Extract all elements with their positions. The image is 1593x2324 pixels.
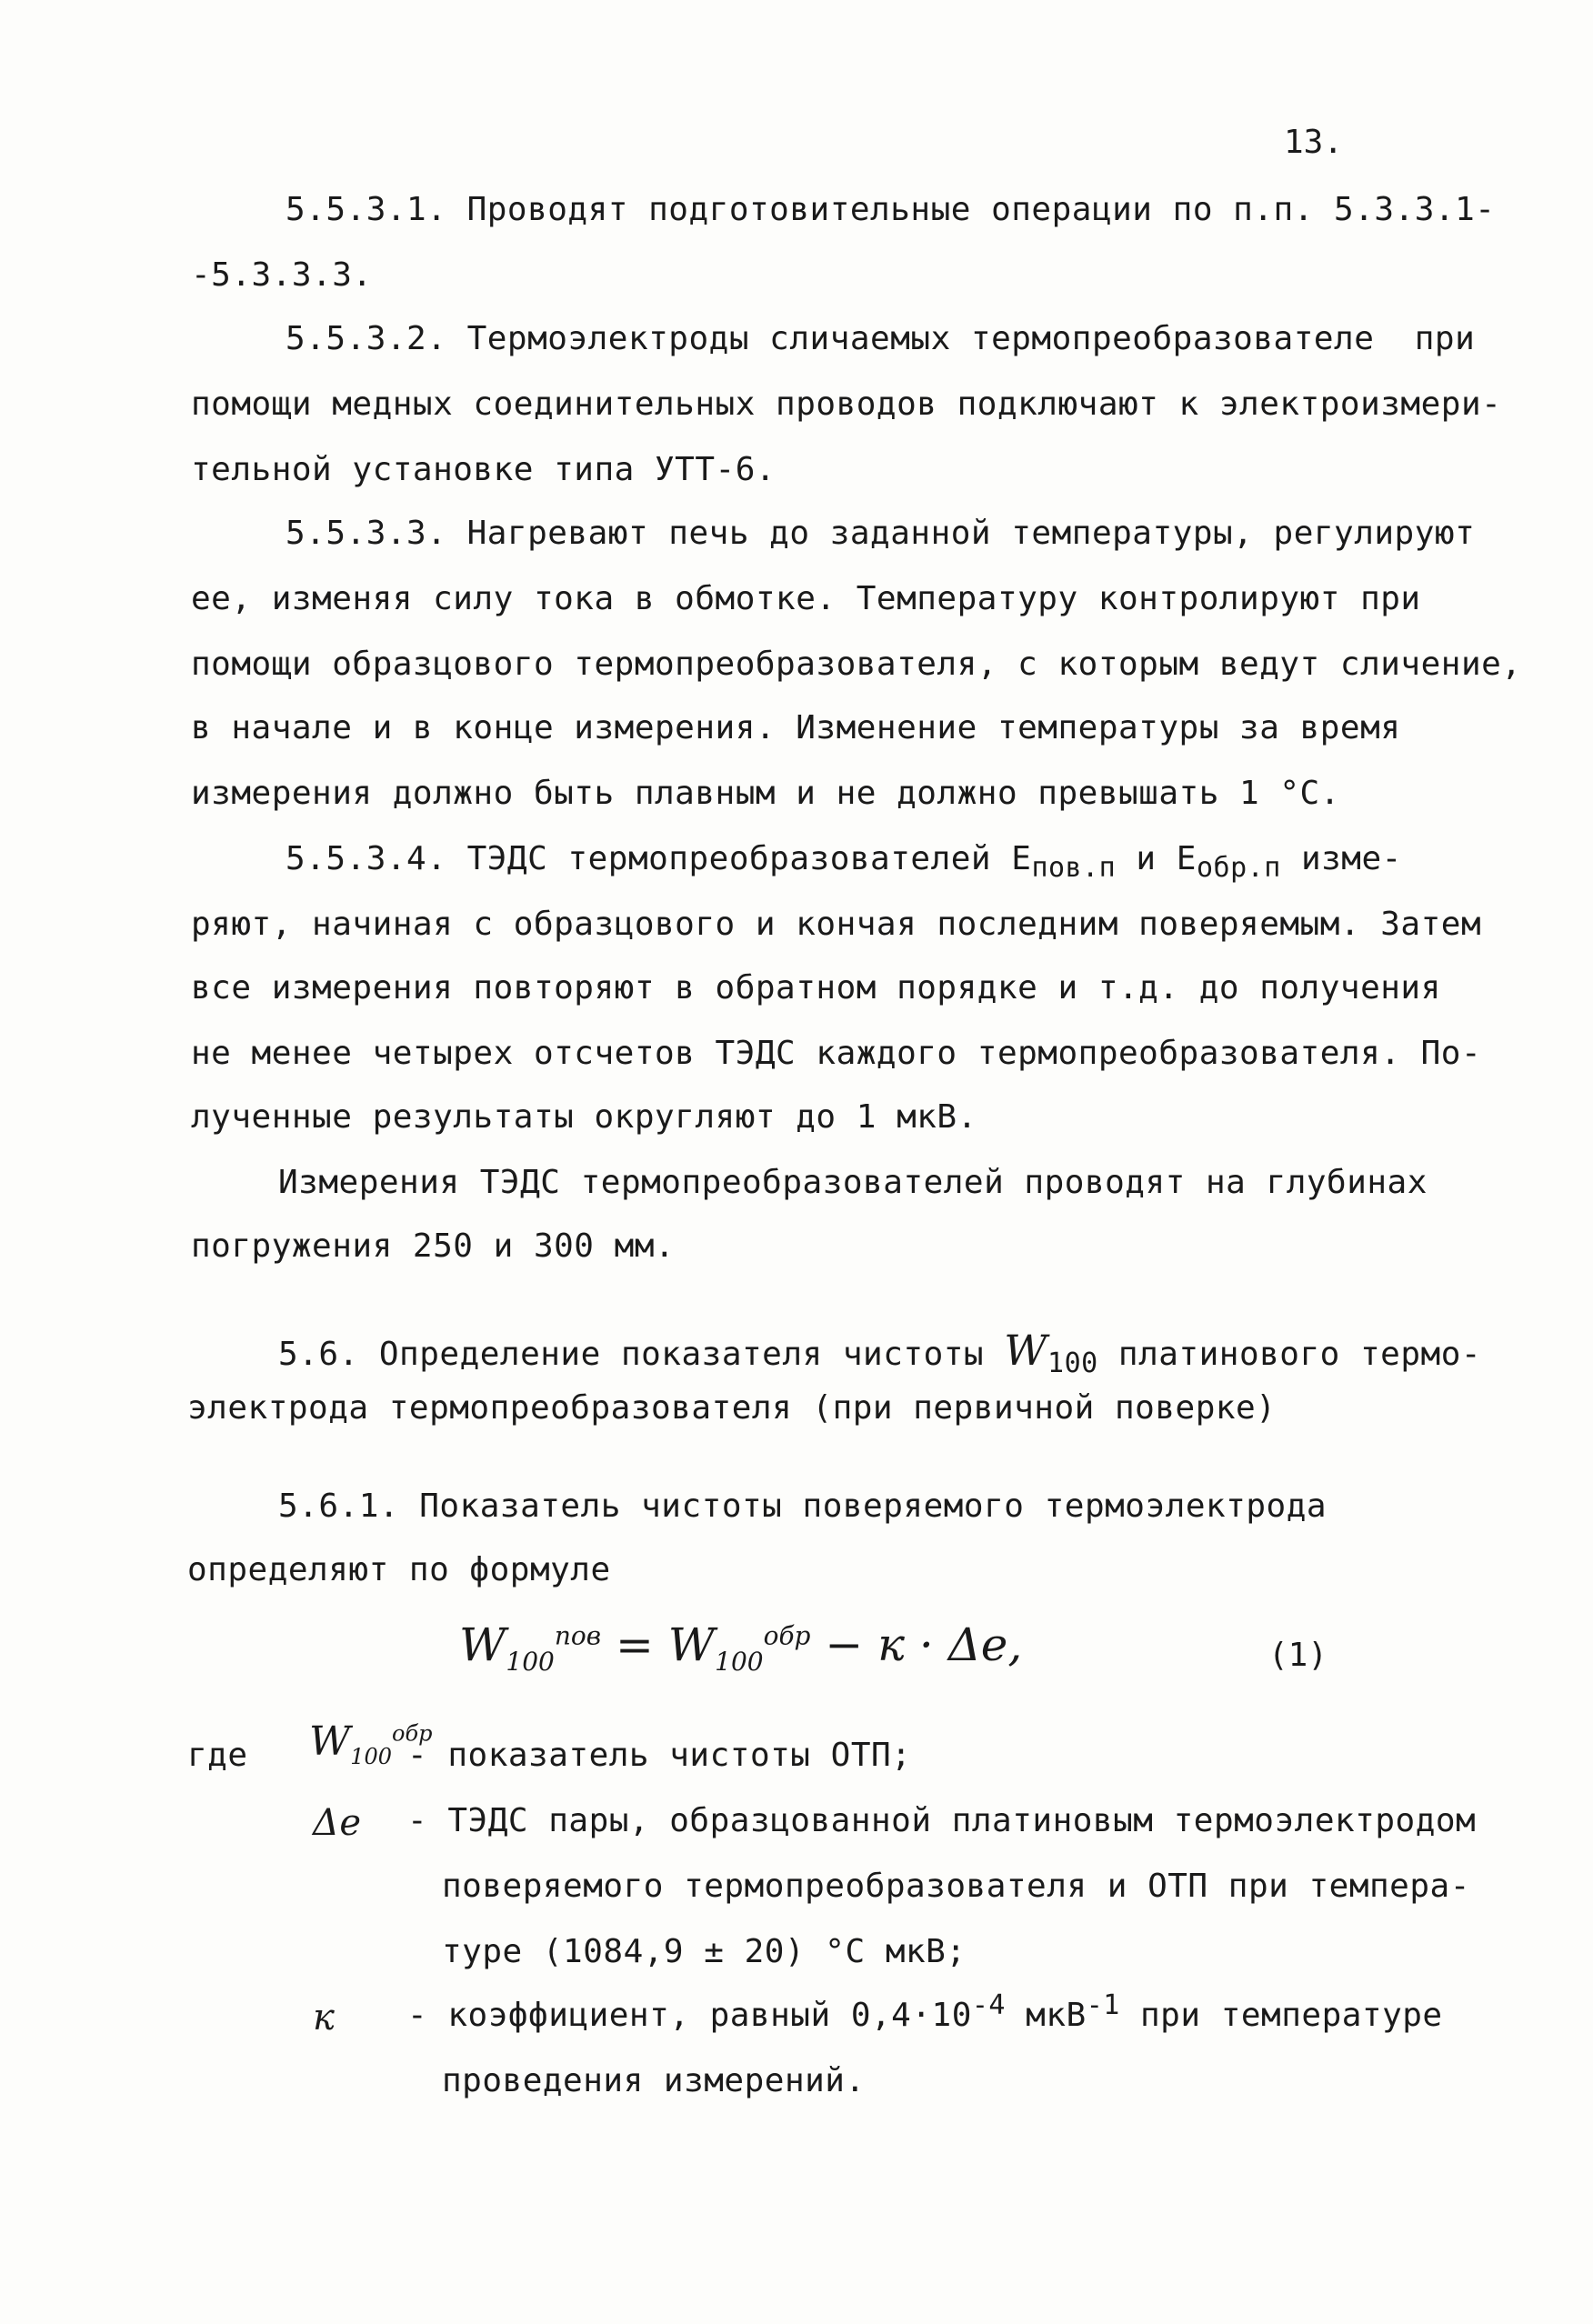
paragraph-5-5-3-3-line-5: измерения должно быть плавным и не должно превышать 1 °С.: [191, 775, 1340, 812]
where-de-line-1: - ТЭДС пары, образцованной платиновым термоэлектродом: [407, 1802, 1477, 1839]
formula-sub-left: 100: [506, 1647, 555, 1677]
where-k-symbol: к: [313, 1997, 336, 2039]
text-segment: при температуре: [1119, 1997, 1443, 2034]
where-de-line-3: туре (1084,9 ± 20) °С мкВ;: [442, 1933, 967, 1970]
formula-w-right: W: [667, 1618, 716, 1671]
w-symbol: W: [309, 1718, 351, 1765]
where-de-symbol: Δe: [313, 1802, 362, 1844]
paragraph-measurements-line-2: погружения 250 и 300 мм.: [191, 1227, 676, 1265]
paragraph-5-5-3-3-line-2: ее, изменяя силу тока в обмотке. Температуру контролируют при: [191, 580, 1421, 617]
paragraph-5-6-1-line-1: 5.6.1. Показатель чистоты поверяемого термоэлектрода: [278, 1488, 1328, 1525]
paragraph-5-5-3-4-line-3: все измерения повторяют в обратном порядке и т.д. до получения: [191, 969, 1441, 1007]
formula-1: [459, 1618, 1023, 1677]
exponent-minus-4: -4: [971, 1989, 1006, 2021]
formula-sup-left: пов: [554, 1620, 602, 1651]
formula-tail: − к · Δe,: [810, 1618, 1023, 1671]
paragraph-5-5-3-2-line-1: 5.5.3.2. Термоэлектроды сличаемых термопреобразователе при: [286, 320, 1476, 357]
where-label: где: [187, 1737, 248, 1774]
paragraph-measurements-line-1: Измерения ТЭДС термопреобразователей проводят на глубинах: [278, 1164, 1428, 1201]
paragraph-5-5-3-4-line-2: ряют, начиная с образцового и кончая последним поверяемым. Затем: [191, 906, 1482, 943]
paragraph-5-5-3-2-line-3: тельной установке типа УТТ-6.: [191, 451, 776, 488]
symbol-w: W: [1004, 1326, 1048, 1375]
text-segment: и E: [1116, 840, 1197, 877]
paragraph-5-5-3-4-line-4: не менее четырех отсчетов ТЭДС каждого термопреобразователя. По-: [191, 1035, 1482, 1072]
where-de-line-2: поверяемого термопреобразователя и ОТП при темпера-: [442, 1868, 1470, 1905]
where-k-line-2: проведения измерений.: [442, 2062, 866, 2099]
exponent-minus-1: -1: [1086, 1989, 1120, 2021]
paragraph-5-5-3-3-line-4: в начале и в конце измерения. Изменение температуры за время: [191, 709, 1401, 746]
formula-sup-right: обр: [763, 1620, 811, 1651]
paragraph-5-5-3-4-line-5: лученные результаты округляют до 1 мкВ.: [191, 1098, 977, 1136]
w-sup: обр: [392, 1720, 433, 1747]
equation-number: (1): [1268, 1637, 1328, 1674]
paragraph-5-6-1-line-2: определяют по формуле: [187, 1551, 611, 1588]
paragraph-5-5-3-3-line-3: помощи образцового термопреобразователя, с которым ведут сличение,: [191, 646, 1522, 683]
text-segment: 5.5.3.4. ТЭДС термопреобразователей E: [286, 840, 1032, 877]
text-segment: - коэффициент, равный 0,4·10: [407, 1997, 972, 2034]
heading-5-6-line-1: [278, 1326, 1482, 1380]
formula-w-left: W: [459, 1618, 506, 1671]
paragraph-5-5-3-3-line-1: 5.5.3.3. Нагревают печь до заданной температуры, регулируют: [286, 515, 1476, 552]
paragraph-5-5-3-2-line-2: помощи медных соединительных проводов подключают к электроизмери-: [191, 386, 1502, 423]
formula-equals: =: [601, 1618, 668, 1671]
subscript-obr-p: обр.п: [1196, 852, 1281, 885]
heading-5-6-line-2: электрода термопреобразователя (при первичной поверке): [187, 1389, 1277, 1427]
text-segment: платинового термо-: [1097, 1336, 1482, 1373]
subscript-100: 100: [1047, 1347, 1098, 1380]
paragraph-5-5-3-1-line-2: -5.3.3.3.: [191, 256, 373, 294]
paragraph-5-5-3-1-line-1: 5.5.3.1. Проводят подготовительные операции по п.п. 5.3.3.1-: [286, 191, 1496, 228]
text-segment: мкВ: [1006, 1997, 1087, 2034]
subscript-pov-p: пов.п: [1031, 852, 1117, 885]
page-number: 13.: [1284, 124, 1344, 161]
paragraph-5-5-3-4-line-1: [286, 840, 1402, 885]
text-segment: изме-: [1280, 840, 1402, 877]
w-sub: 100: [350, 1743, 393, 1769]
formula-sub-right: 100: [715, 1647, 764, 1677]
where-w-description: - показатель чистоты ОТП;: [407, 1737, 912, 1774]
where-k-line-1: [407, 1989, 1443, 2034]
text-segment: 5.6. Определение показателя чистоты: [278, 1336, 1005, 1373]
